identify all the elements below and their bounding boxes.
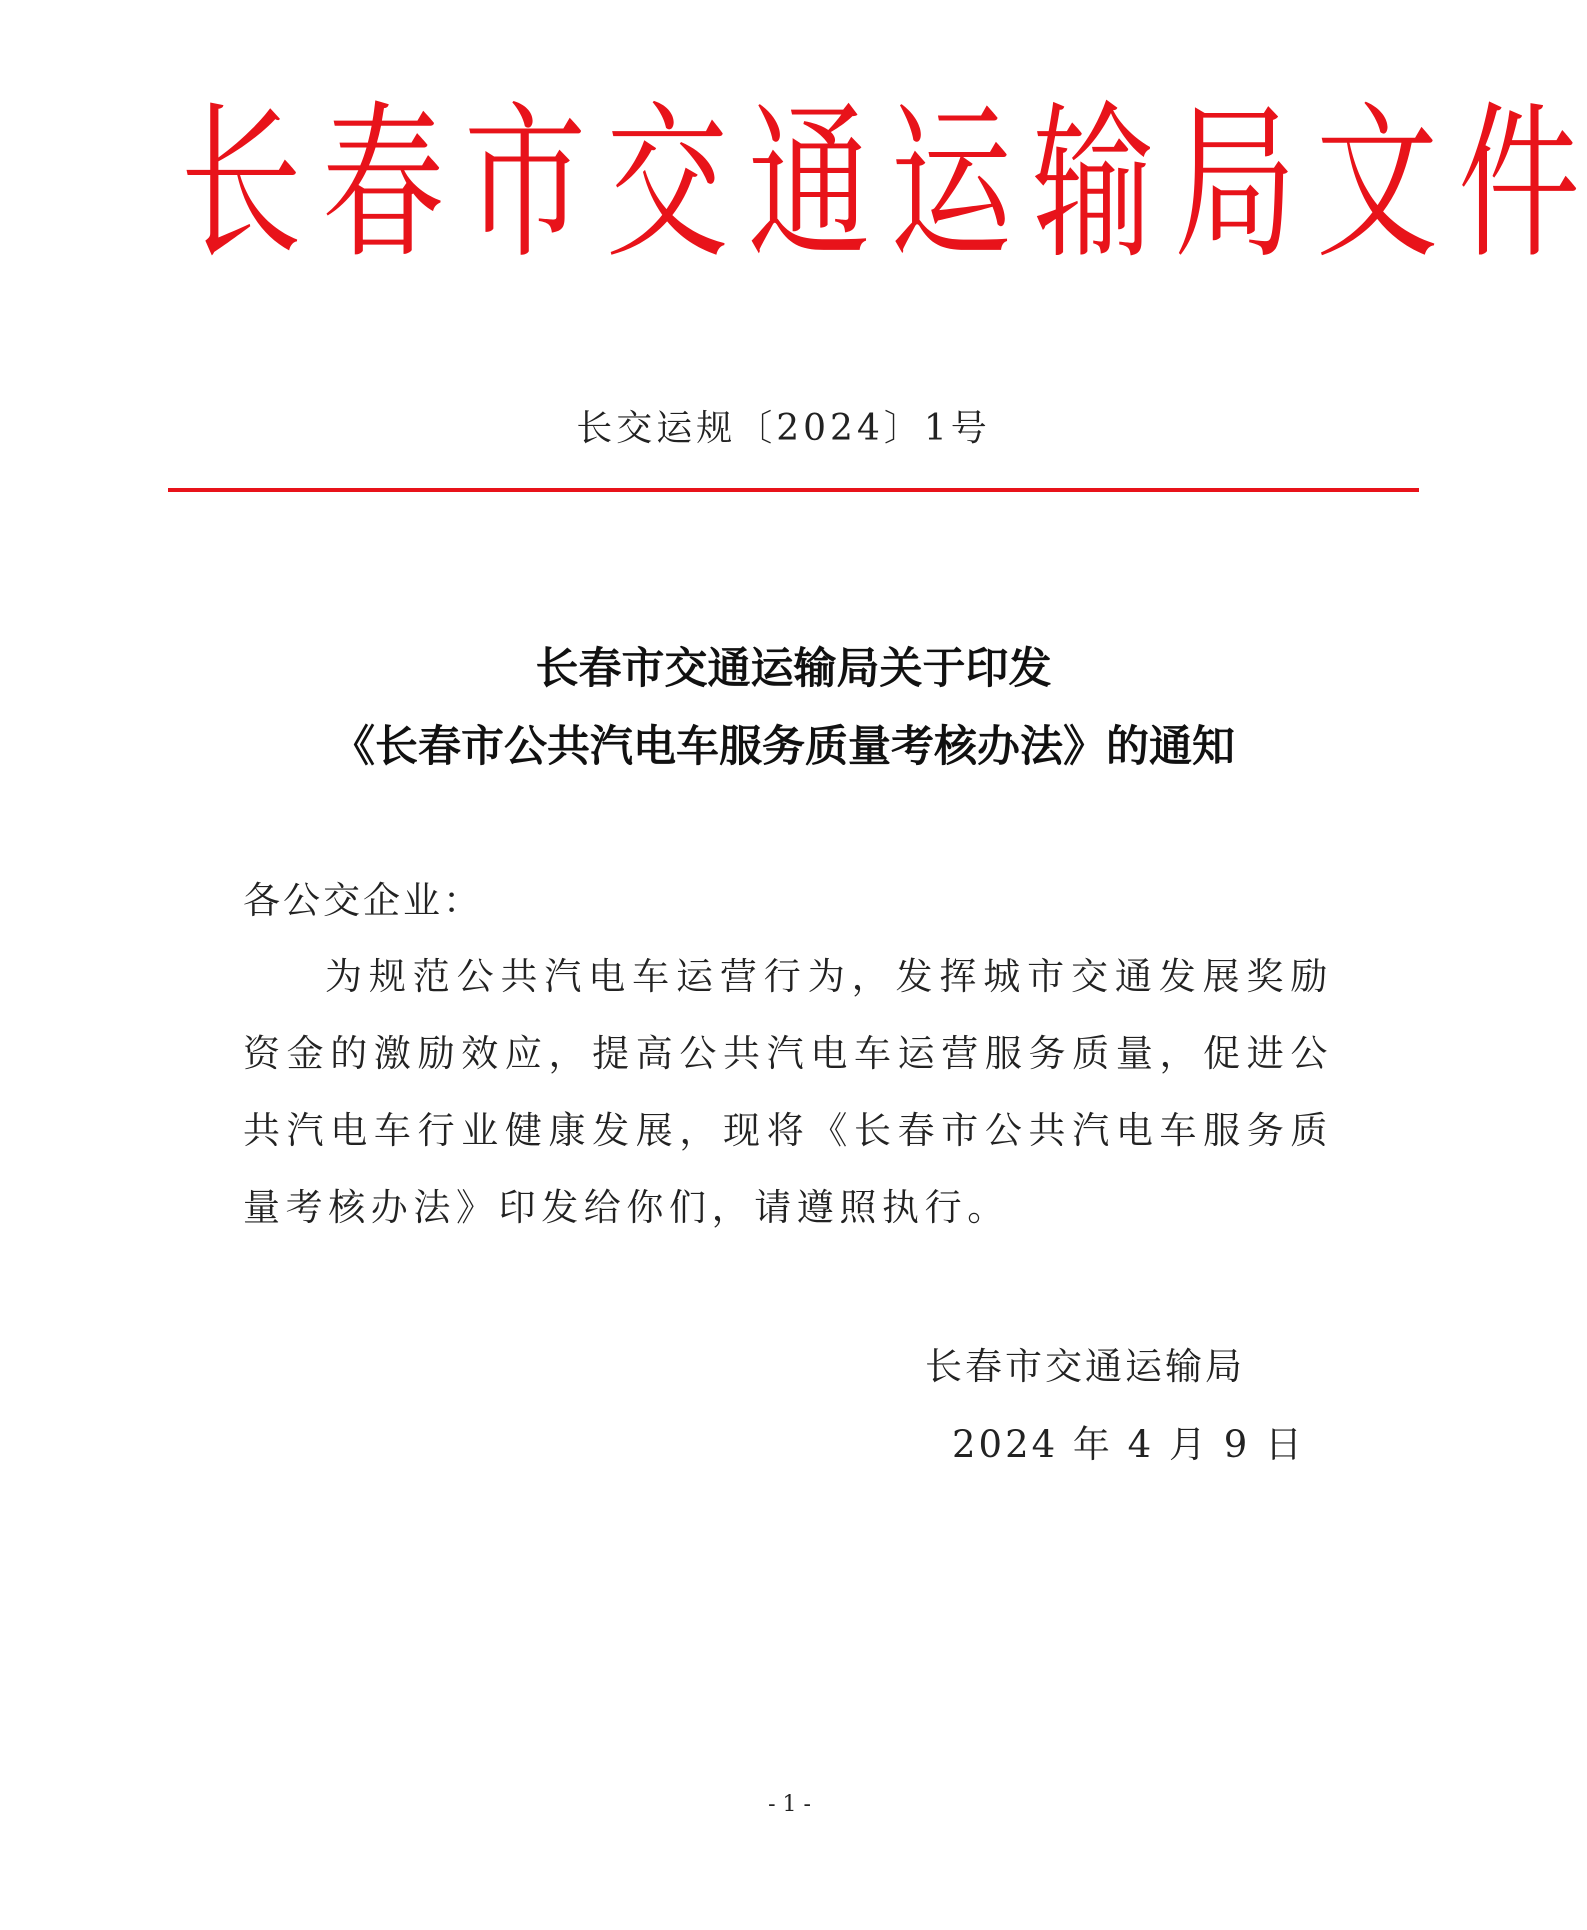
header-char: 输	[1031, 87, 1155, 282]
notice-title-line1: 长春市交通运输局关于印发	[535, 644, 1052, 694]
header-char: 件	[1457, 87, 1581, 282]
header-char: 春	[321, 87, 445, 282]
header-char: 长	[179, 87, 303, 282]
header-char: 文	[1315, 87, 1439, 282]
header-char: 交	[605, 87, 729, 282]
body-paragraph: 为规范公共汽电车运营行为，发挥城市交通发展奖励资金的激励效应，提高公共汽电车运营服务质量，促进公共汽电车行业健康发展，现将《长春市公共汽电车服务质量考核办法》印发给你们，请遵照执行。	[243, 955, 1333, 1229]
signature-issuer: 长春市交通运输局	[925, 1345, 1245, 1388]
red-divider-line	[168, 488, 1419, 492]
document-number: 长交运规〔2024〕1号	[576, 408, 991, 449]
signature-date: 2024 年 4 月 9 日	[952, 1423, 1306, 1466]
salutation: 各公交企业：	[243, 879, 483, 922]
notice-title	[0, 630, 1587, 786]
header-char: 运	[889, 87, 1013, 282]
header-char: 局	[1173, 87, 1297, 282]
header-char: 市	[463, 87, 587, 282]
page-number: - 1 -	[768, 1792, 811, 1817]
header-char: 通	[747, 87, 871, 282]
issuer-header-title	[170, 67, 1581, 303]
notice-title-line2: 《长春市公共汽电车服务质量考核办法》的通知	[332, 722, 1235, 772]
